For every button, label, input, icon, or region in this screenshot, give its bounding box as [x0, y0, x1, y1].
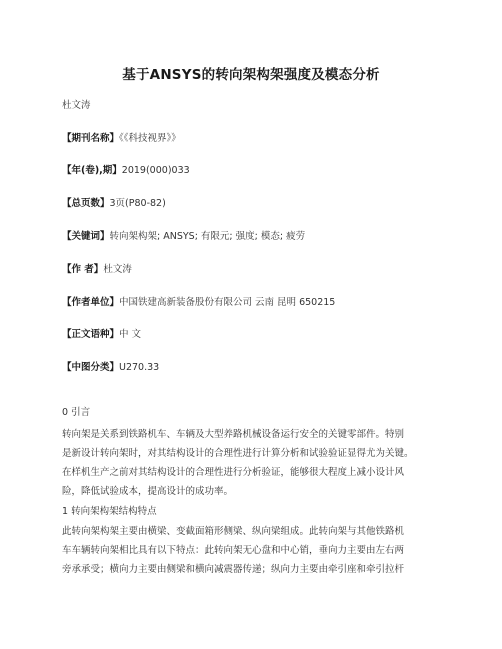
meta-language-value: 中 文	[119, 329, 142, 340]
meta-author-label: 【作 者】	[62, 264, 104, 275]
section-heading-intro: 0 引言	[62, 407, 91, 418]
meta-pages	[62, 195, 166, 209]
meta-year-value: 2019(000)033	[121, 165, 190, 176]
meta-author-value: 杜文涛	[103, 264, 132, 275]
meta-year-label: 【年(卷),期】	[62, 165, 122, 176]
intro-line: 转向架是关系到铁路机车、车辆及大型养路机械设备运行安全的关键零部件。特别	[62, 429, 405, 440]
meta-affiliation	[62, 294, 335, 308]
meta-keywords-value: 转向架构架; ANSYS; 有限元; 强度; 模态; 疲劳	[109, 231, 306, 242]
intro-line: 在样机生产之前对其结构设计的合理性进行分析验证，能够很大程度上减小设计风	[62, 467, 405, 478]
meta-journal	[62, 130, 181, 144]
meta-affiliation-value: 中国铁建高新装备股份有限公司 云南 昆明 650215	[119, 297, 336, 308]
meta-pages-value: 3页(P80-82)	[109, 198, 166, 209]
meta-language	[62, 326, 141, 340]
meta-journal-label: 【期刊名称】	[62, 133, 120, 144]
meta-classification-value: U270.33	[119, 362, 160, 373]
meta-year	[62, 162, 190, 176]
meta-author	[62, 261, 132, 275]
meta-pages-label: 【总页数】	[62, 198, 110, 209]
meta-keywords	[62, 228, 305, 242]
author-name: 杜文涛	[62, 100, 91, 111]
structure-line: 车车辆转向架相比具有以下特点：此转向架无心盘和中心销，垂向力主要由左右两	[62, 545, 405, 556]
structure-line: 此转向架构架主要由横梁、变截面箱形侧梁、纵向梁组成。此转向架与其他铁路机	[62, 526, 405, 537]
meta-affiliation-label: 【作者单位】	[62, 297, 120, 308]
document-title: 基于ANSYS的转向架构架强度及模态分析	[122, 67, 380, 83]
meta-journal-value: 《《科技视界》》	[119, 133, 181, 144]
section-heading-structure: 1 转向架构架结构特点	[62, 506, 157, 517]
intro-line: 险，降低试验成本，提高设计的成功率。	[62, 486, 234, 497]
meta-classification	[62, 359, 159, 373]
meta-keywords-label: 【关键词】	[62, 231, 110, 242]
meta-classification-label: 【中图分类】	[62, 362, 120, 373]
intro-line: 是新设计转向架时，对其结构设计的合理性进行计算分析和试验验证显得尤为关键。	[62, 448, 414, 459]
structure-line: 旁承承受；横向力主要由侧梁和横向减震器传递；纵向力主要由牵引座和牵引拉杆	[62, 564, 405, 575]
meta-language-label: 【正文语种】	[62, 329, 120, 340]
